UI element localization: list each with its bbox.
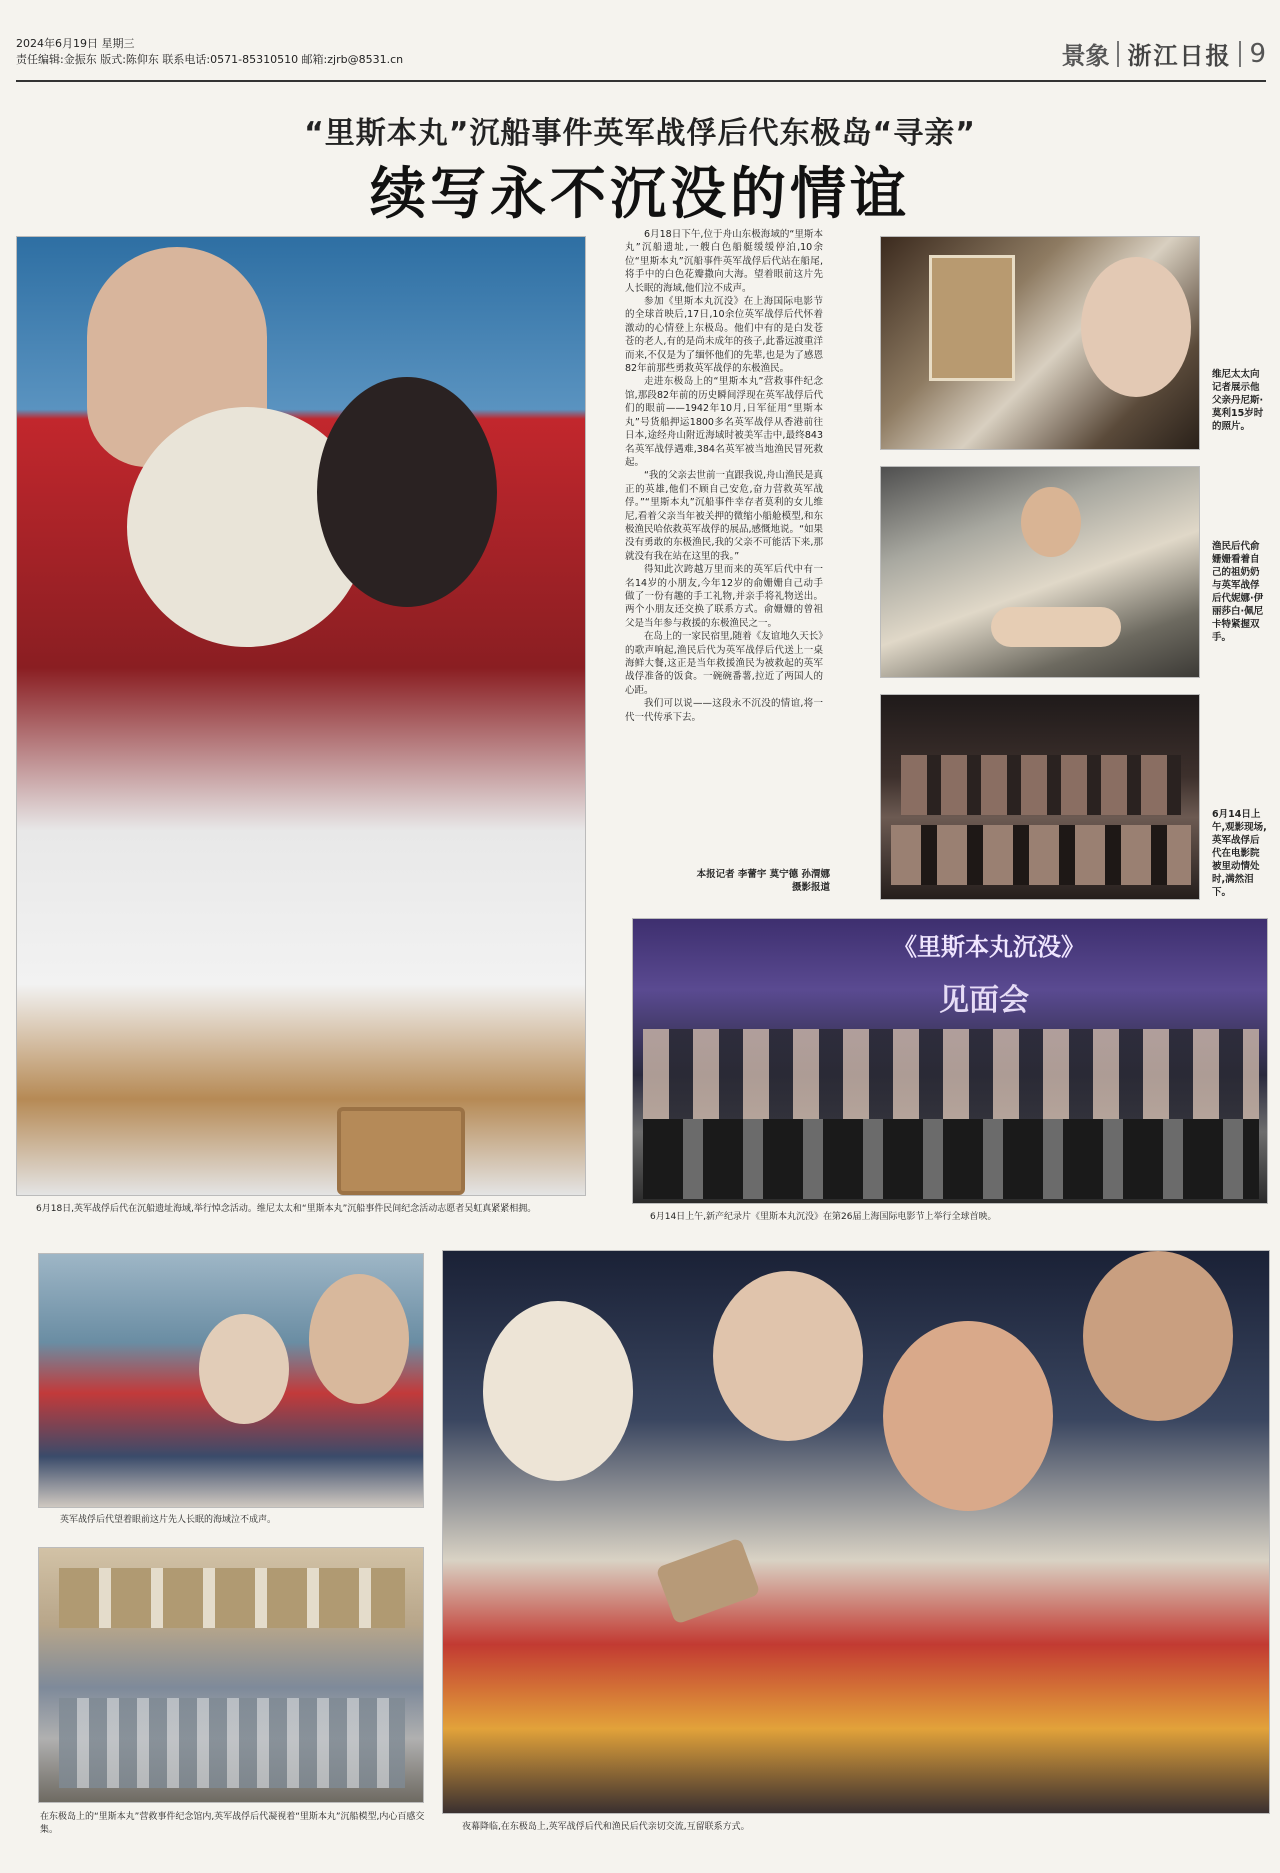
museum-model-photo xyxy=(38,1547,424,1803)
figure-shape xyxy=(317,377,497,607)
photo-print-shape xyxy=(929,255,1015,381)
figure-shape xyxy=(1021,487,1081,557)
caption-main-photo: 6月18日,英军战俘后代在沉船遗址海域,举行悼念活动。维尼太太和“里斯本丸”沉船事件民间纪念活动志愿者吴虹真紧紧相拥。 xyxy=(36,1204,537,1214)
headline-title: 续写永不沉没的情谊 xyxy=(370,161,910,227)
byline-reporters: 本报记者 李蕾宇 莫宁德 孙渭娜 xyxy=(696,869,830,880)
byline-photo: 摄影报道 xyxy=(791,882,830,893)
figure-shape xyxy=(309,1274,409,1404)
guests-row xyxy=(643,1029,1259,1119)
hands-shape xyxy=(991,607,1121,647)
separator xyxy=(1239,41,1241,67)
header-rule xyxy=(16,80,1266,82)
caption-sea-photo: 英军战俘后代望着眼前这片先人长眠的海域泣不成声。 xyxy=(60,1515,277,1525)
side-photo-handshake xyxy=(880,466,1200,678)
figure-shape xyxy=(883,1321,1053,1511)
screen-film-title: 《里斯本丸沉没》 xyxy=(893,933,1085,961)
side-photo-audience xyxy=(880,694,1200,900)
section-label: 景象 xyxy=(1061,42,1110,70)
caption-premiere-photo: 6月14日上午,新产纪录片《里斯本丸沉没》在第26届上海国际电影节上举行全球首映。 xyxy=(650,1212,997,1222)
separator xyxy=(1117,41,1119,67)
article-paragraph: 参加《里斯本丸沉没》在上海国际电影节的全球首映后,17日,10余位英军战俘后代怀着激动的心情登上东极岛。他们中有的是白发苍苍的老人,有的是尚未成年的孩子,此番远渡重洋而来,不仅是为了缅怀他们的先辈,也是为了感恩82年前那些勇救英军战俘的东极渔民。 xyxy=(625,296,823,375)
editor-line: 责任编辑:金振东 版式:陈仰东 联系电话:0571-85310510 邮箱:zjrb@8531.cn xyxy=(16,53,404,66)
article-body xyxy=(625,228,823,724)
figure-shape xyxy=(1083,1251,1233,1421)
figure-shape xyxy=(1081,257,1191,397)
article-paragraph: 得知此次跨越万里而来的英军后代中有一名14岁的小朋友,今年12岁的俞姗姗自己动手做了一份有趣的手工礼物,并亲手将礼物送出。两个小朋友还交换了联系方式。俞姗姗的曾祖父是当年参与救援的东极渔民之一。 xyxy=(625,564,823,629)
basket-shape xyxy=(337,1107,465,1195)
caption-side-photo-1: 维尼太太向记者展示他父亲丹尼斯·莫利15岁时的照片。 xyxy=(1212,369,1264,432)
article-paragraph: “我的父亲去世前一直跟我说,舟山渔民是真正的英雄,他们不顾自己安危,奋力营救英军战俘。”“里斯本丸”沉船事件幸存者莫利的女儿维尼,看着父亲当年被关押的微缩小船舱模型,和东极渔民哈依救英军战俘的展品,感慨地说。“如果没有勇敢的东极渔民,我的父亲不可能活下来,那就没有我在站在这里的我。” xyxy=(625,470,823,562)
main-photo xyxy=(16,236,586,1196)
date-line: 2024年6月19日 星期三 xyxy=(16,37,135,50)
paper-name: 浙江日报 xyxy=(1127,41,1232,70)
article-paragraph: 在岛上的一家民宿里,随着《友谊地久天长》的歌声响起,渔民后代为英军战俘后代送上一桌海鲜大餐,这正是当年救援渔民为被救起的英军战俘准备的饭食。一碗碗番薯,拉近了两国人的心距。 xyxy=(625,631,823,696)
audience-row xyxy=(891,825,1191,885)
article-paragraph: 走进东极岛上的“里斯本丸”营救事件纪念馆,那段82年前的历史瞬间浮现在英军战俘后代们的眼前——1942年10月,日军征用“里斯本丸”号货船押运1800多名英军战俘从香港前往日本,途经舟山附近海域时被美军击中,最终843名英军战俘遇难,384名英军被当地渔民冒死救起。 xyxy=(625,376,823,468)
masthead-brand xyxy=(1061,36,1266,71)
article-paragraph: 我们可以说——这段永不沉没的情谊,将一代一代传承下去。 xyxy=(625,698,823,723)
screen-event-label: 见面会 xyxy=(939,983,1029,1018)
phone-shape xyxy=(655,1537,760,1624)
sea-photo xyxy=(38,1253,424,1508)
night-exchange-photo xyxy=(442,1250,1270,1814)
caption-side-photo-3: 6月14日上午,观影现场,英军战俘后代在电影院被里动情处时,满然泪下。 xyxy=(1212,809,1267,898)
byline xyxy=(640,868,830,894)
figure-shape xyxy=(199,1314,289,1424)
article-paragraph: 6月18日下午,位于舟山东极海域的“里斯本丸”沉船遗址,一艘白色船艇缓缓停泊,10余位“里斯本丸”沉船事件英军战俘后代站在船尾,将手中的白色花瓣撒向大海。望着眼前这片先人长眠的海域,他们泣不成声。 xyxy=(625,229,823,294)
caption-side-photo-2: 渔民后代俞姗姗看着自己的祖奶奶与英军战俘后代妮娜·伊丽莎白·佩尼卡特紧握双手。 xyxy=(1212,541,1264,643)
guests-row xyxy=(643,1119,1259,1199)
figure-shape xyxy=(483,1301,633,1481)
figure-shape xyxy=(713,1271,863,1441)
page-number: 9 xyxy=(1249,38,1266,69)
caption-model-photo: 在东极岛上的“里斯本丸”营救事件纪念馆内,英军战俘后代凝视着“里斯本丸”沉船模型,内心百感交集。 xyxy=(40,1812,425,1835)
headline-subtitle: “里斯本丸”沉船事件英军战俘后代东极岛“寻亲” xyxy=(304,116,976,151)
caption-night-photo: 夜幕降临,在东极岛上,英军战俘后代和渔民后代亲切交流,互留联系方式。 xyxy=(462,1822,750,1832)
side-photo-portrait xyxy=(880,236,1200,450)
masthead-info xyxy=(16,36,403,68)
ship-model-shape xyxy=(59,1698,405,1788)
audience-row xyxy=(901,755,1181,815)
premiere-photo xyxy=(632,918,1268,1204)
wall-display-shape xyxy=(59,1568,405,1628)
